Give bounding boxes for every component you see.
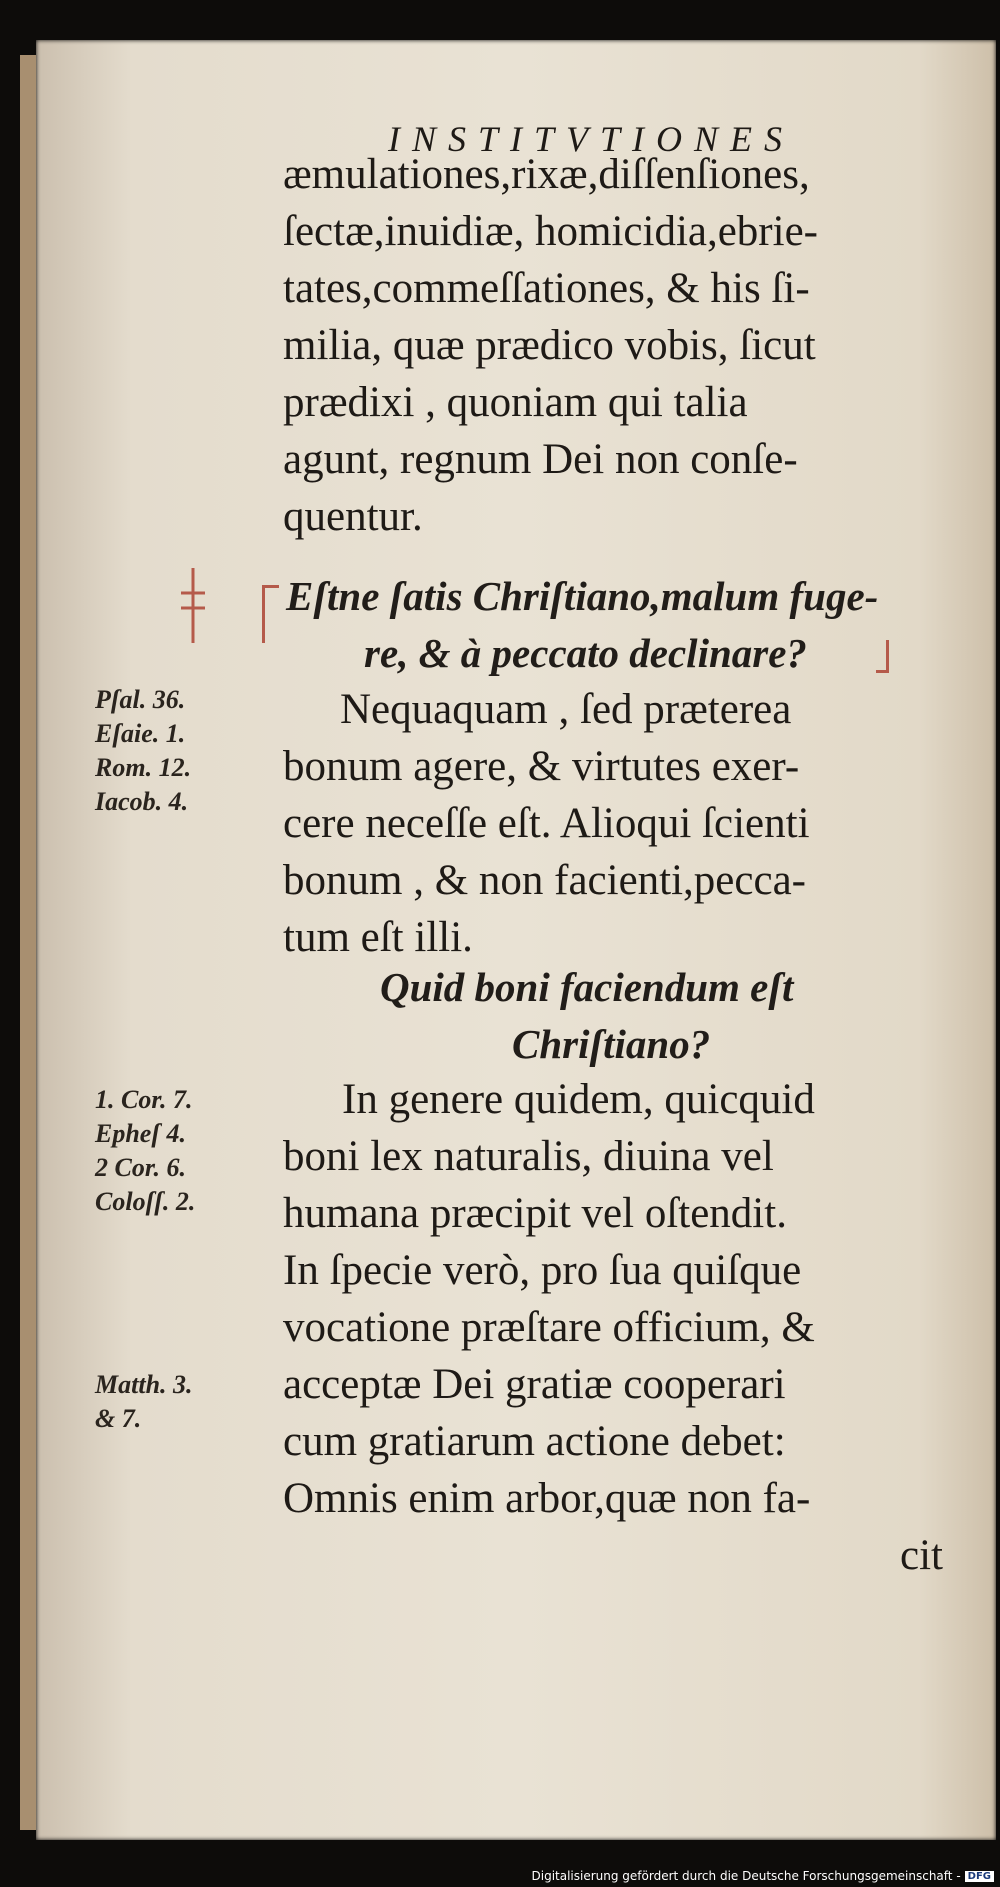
text-line: cit <box>900 1532 943 1579</box>
question-line: Eſtne ſatis Chriſtiano,malum fuge- <box>286 573 879 619</box>
marginal-note: Epheſ 4. <box>95 1119 186 1148</box>
text-line: quentur. <box>283 493 423 540</box>
marginal-note: Rom. 12. <box>95 753 192 782</box>
text-line: tates,commeſſationes, & his ſi- <box>283 265 810 312</box>
dfg-logo: DFG <box>965 1871 994 1882</box>
marginal-note: Matth. 3. <box>95 1370 193 1399</box>
text-line: boni lex naturalis, diuina vel <box>283 1133 774 1180</box>
text-line: bonum agere, & virtutes exer- <box>283 743 800 790</box>
marginal-note: Eſaie. 1. <box>95 719 186 748</box>
text-line: vocatione præſtare officium, & <box>283 1304 815 1351</box>
text-line: æmulationes,rixæ,diſſenſiones, <box>283 151 810 198</box>
text-line: ſectæ,inuidiæ, homicidia,ebrie- <box>283 208 818 255</box>
marginal-note: Iacob. 4. <box>95 787 189 816</box>
text-line: Omnis enim arbor,quæ non fa- <box>283 1475 811 1522</box>
text-line: agunt, regnum Dei non conſe- <box>283 436 798 483</box>
red-bracket-left <box>262 585 279 643</box>
marginal-note: & 7. <box>95 1404 142 1433</box>
text-line: In ſpecie verò, pro ſua quiſque <box>283 1247 802 1294</box>
footer-text: Digitalisierung gefördert durch die Deutsche Forschungsgemeinschaft - <box>531 1869 961 1883</box>
question-line: Quid boni faciendum eſt <box>380 964 794 1010</box>
footer <box>532 1869 995 1883</box>
text-line: bonum , & non facienti,pecca- <box>283 857 806 904</box>
question-line: re, & à peccato declinare? <box>364 630 807 676</box>
text-line: cere neceſſe eſt. Alioqui ſcienti <box>283 800 810 847</box>
text-line: Nequaquam , ſed præterea <box>340 686 792 733</box>
text-line: tum eſt illi. <box>283 914 473 961</box>
text-line: acceptæ Dei gratiæ cooperari <box>283 1361 786 1408</box>
red-bracket-right <box>876 640 889 673</box>
marginal-note: Pſal. 36. <box>95 685 186 714</box>
text-line: milia, quæ prædico vobis, ſicut <box>283 322 816 369</box>
running-header: INSTITVTIONES <box>388 119 795 159</box>
text-line: In genere quidem, quicquid <box>342 1076 815 1123</box>
text-line: humana præcipit vel oſtendit. <box>283 1190 787 1237</box>
red-cross-icon <box>178 568 208 648</box>
marginal-note: 1. Cor. 7. <box>95 1085 193 1114</box>
marginal-note: Coloſſ. 2. <box>95 1187 196 1216</box>
text-line: prædixi , quoniam qui talia <box>283 379 748 426</box>
question-line: Chriſtiano? <box>512 1021 711 1067</box>
marginal-note: 2 Cor. 6. <box>95 1153 187 1182</box>
text-line: cum gratiarum actione debet: <box>283 1418 786 1465</box>
